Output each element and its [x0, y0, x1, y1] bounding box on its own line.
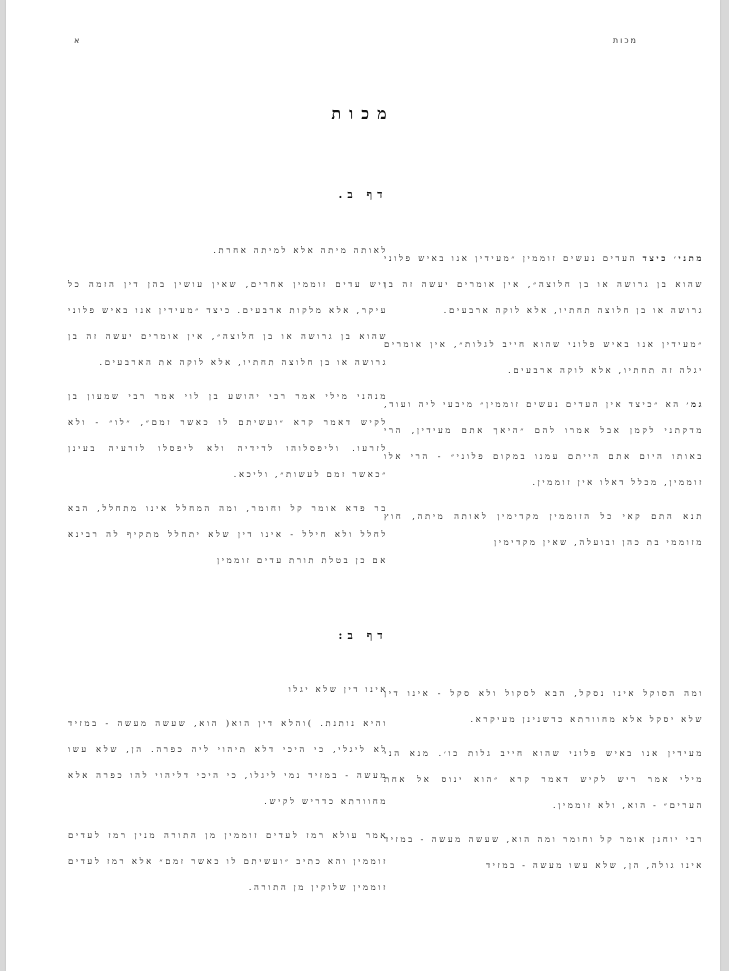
paragraph: [68, 711, 388, 815]
section-1-right-column: [384, 246, 704, 564]
paragraph-lead: גמ׳: [686, 400, 704, 410]
paragraph: [68, 677, 388, 703]
paragraph-text: והיא נותנת. )והלא דין הוא( הוא, שעשה מעשה - במזיד לא ליגלי, כי היכי דלא תיהוי ליה כפרה. הן, שלא עשו מעשה - במזיד נמי ליגלו, כי היכי דליהוי להו כפרה אלא מחוורתא כדריש לקיש.: [68, 719, 388, 807]
paragraph-text: מעידין אנו באיש פלוני שהוא חייב גלות כו׳. מנא הני מילי אמר ריש לקיש דאמר קרא ״הוא ינוס אל אחת הערים״ - הוא, ולא זוממין.: [384, 749, 704, 811]
paragraph: [68, 384, 388, 488]
paragraph: [68, 823, 388, 901]
paragraph-text: העדים נעשים זוממין ״מעידין אנו באיש פלוני שהוא בן גרושה או בן חלוצה״, אין אומרים יעשה זה בן גרושה או בן חלוצה תחתיו, אלא לוקה ארבעים.: [384, 254, 704, 316]
daf-heading-2: דף ב:: [338, 629, 388, 642]
paragraph-text: ומה הסוקל אינו נסקל, הבא לסקול ולא סקל - אינו דין שלא יסקל אלא מחוורתא כדשנינן מעיקרא.: [384, 689, 704, 725]
paragraph: [384, 741, 704, 819]
daf-heading-1: דף ב.: [338, 188, 388, 201]
paragraph: [384, 681, 704, 733]
paragraph-text: הא ״כיצד אין העדים נעשים זוממין״ מיבעי ליה ועוד, מדקתני לקמן אבל אמרו להם ״היאך אתם מעידין, הרי באותו היום אתם הייתם עמנו במקום פלוני״ - הרי אלו זוממין, מכלל דאלו אין זוממין.: [384, 400, 704, 488]
paragraph-text: לאותה מיתה אלא למיתה אחרת.: [213, 246, 388, 256]
paragraph-text: ״מעידין אנו באיש פלוני שהוא חייב לגלות״, אין אומרים יגלה זה תחתיו, אלא לוקה ארבעים.: [384, 340, 704, 376]
paragraph: [384, 392, 704, 496]
paragraph: [384, 332, 704, 384]
paragraph: [68, 272, 388, 376]
paragraph: [384, 827, 704, 879]
paragraph-text: בר פדא אומר קל וחומר, ומה המחלל אינו מתחלל, הבא לחלל ולא חילל - אינו דין שלא יתחלל מתקיף לה רבינא אם כן בטלת תורת עדים זוממין: [68, 504, 388, 566]
running-head-right: מכות: [612, 36, 638, 45]
section-2-left-column: [68, 677, 388, 909]
paragraph-text: רבי יוחנן אומר קל וחומר ומה הוא, שעשה מעשה - במזיד אינו גולה, הן, שלא עשו מעשה - במזיד: [384, 835, 704, 871]
paragraph-text: אמר עולא רמז לעדים זוממין מן התורה מנין רמז לעדים זוממין והא כתיב ״ועשיתם לו כאשר זמם״ אלא רמז לעדים זוממין שלוקין מן התורה.: [68, 831, 388, 893]
section-1-left-column: [68, 238, 388, 582]
paragraph-text: תנא התם קאי כל הזוממין מקדימין לאותה מיתה, חוץ מזוממי בת כהן ובועלה, שאין מקדימין: [384, 512, 704, 548]
running-head-left: א: [74, 36, 82, 45]
paragraph: [384, 246, 704, 324]
paragraph-text: מנהני מילי אמר רבי יהושע בן לוי אמר רבי שמעון בן לקיש דאמר קרא ״ועשיתם לו כאשר זמם״, ״לו״ - ולא לזרעו. וליפסלוהו לדידיה ולא ליפסלו לזרעיה בעינן ״כאשר זמם לעשות״, וליכא.: [68, 392, 388, 480]
paragraph-text: ויש עדים זוממין אחרים, שאין עושין בהן דין הזמה כל עיקר, אלא מלקות ארבעים. כיצד ״מעידין אנו באיש פלוני שהוא בן גרושה או בן חלוצה״, אין אומרים יעשה זה בן גרושה או בן חלוצה תחתיו, אלא לוקה את הארבעים.: [68, 280, 388, 368]
paragraph: [68, 496, 388, 574]
document-page: [6, 0, 720, 971]
section-2-right-column: [384, 681, 704, 887]
paragraph-lead: מתני׳ כיצד: [642, 254, 704, 264]
paragraph: [68, 238, 388, 264]
page-title: מכות: [331, 104, 395, 123]
paragraph-text: אינו דין שלא יגלו: [288, 685, 388, 695]
paragraph: [384, 504, 704, 556]
